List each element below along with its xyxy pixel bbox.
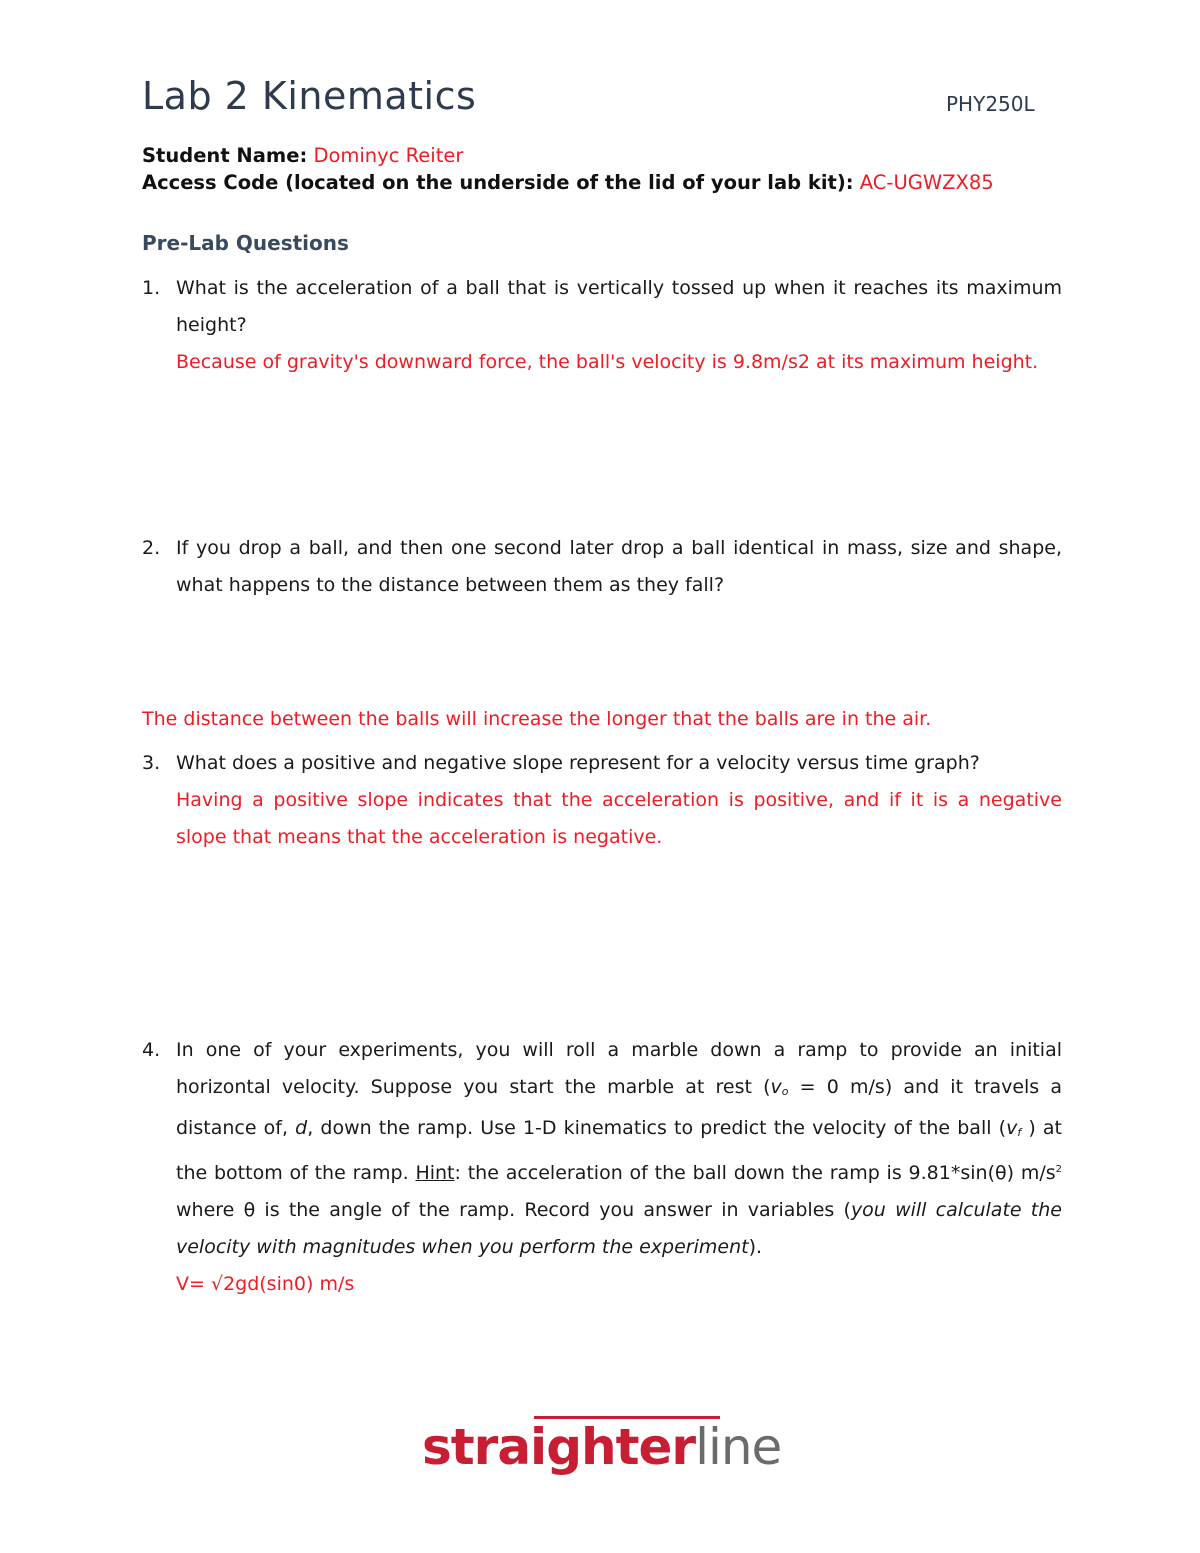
text-segment: , down the ramp. Use 1-D kinematics to predict the velocity of the ball (	[307, 1117, 1007, 1139]
logo-strong-text: straighter	[422, 1418, 696, 1476]
question-4	[142, 1032, 1062, 1303]
text-segment: = 0 m/s) and it travels a distance of,	[176, 1076, 1063, 1139]
student-name-value: Dominyc Reiter	[313, 144, 464, 167]
variable-v: v	[1006, 1117, 1018, 1139]
question-text: What does a positive and negative slope represent for a velocity versus time graph?	[176, 752, 980, 774]
variable-d: d	[295, 1117, 308, 1139]
italic-note: you will calculate the velocity with magnitudes when you perform the experiment	[176, 1199, 1062, 1258]
access-code-label: Access Code (located on the underside of the lid of your lab kit):	[142, 171, 854, 194]
question-2	[142, 530, 1062, 604]
student-name-label: Student Name:	[142, 144, 308, 167]
question-text: If you drop a ball, and then one second later drop a ball identical in mass, size and shape, what happens to the distance between them as they fall?	[176, 537, 1062, 596]
variable-v: v	[770, 1076, 782, 1098]
text-segment: where θ is the angle of the ramp. Record you answer in variables (	[176, 1199, 851, 1221]
subscript-o: o	[781, 1085, 789, 1098]
section-heading: Pre-Lab Questions	[142, 231, 349, 255]
access-code-value: AC-UGWZX85	[859, 171, 994, 194]
question-number: 2.	[142, 537, 161, 559]
text-segment: ) at the bottom of the ramp.	[176, 1117, 1062, 1184]
question-number: 4.	[142, 1039, 161, 1061]
question-text	[176, 1032, 1062, 1303]
question-number: 3.	[142, 752, 161, 774]
student-name-line	[142, 144, 463, 167]
text-segment: ).	[748, 1236, 763, 1258]
question-text: What is the acceleration of a ball that is vertically tossed up when it reaches its maximum height?	[176, 277, 1062, 336]
superscript-2: 2	[1055, 1164, 1062, 1175]
question-1	[142, 270, 1062, 381]
answer-text: Because of gravity's downward force, the ball's velocity is 9.8m/s2 at its maximum height.	[176, 351, 1039, 373]
text-segment: : the acceleration of the ball down the ramp is 9.81*sin(θ) m/s	[454, 1162, 1056, 1184]
access-code-line	[142, 171, 994, 194]
subscript-f: f	[1017, 1126, 1022, 1139]
answer-text: Having a positive slope indicates that the acceleration is positive, and if it is a negative slope that means that the acceleration is negative.	[176, 789, 1062, 848]
question-3	[142, 745, 1062, 856]
page-title: Lab 2 Kinematics	[142, 74, 477, 118]
logo-light-text: line	[695, 1418, 782, 1476]
question-number: 1.	[142, 277, 161, 299]
hint-label: Hint	[415, 1162, 455, 1184]
answer-text: V= √2gd(sin0) m/s	[176, 1273, 355, 1295]
straighterline-logo	[422, 1412, 782, 1482]
answer-text: The distance between the balls will increase the longer that the balls are in the air.	[142, 708, 932, 730]
text-segment: In one of your experiments, you will roll a marble down a ramp to provide an initial horizontal velocity. Suppose you start the marble at rest (	[176, 1039, 1062, 1098]
course-code: PHY250L	[946, 92, 1035, 116]
